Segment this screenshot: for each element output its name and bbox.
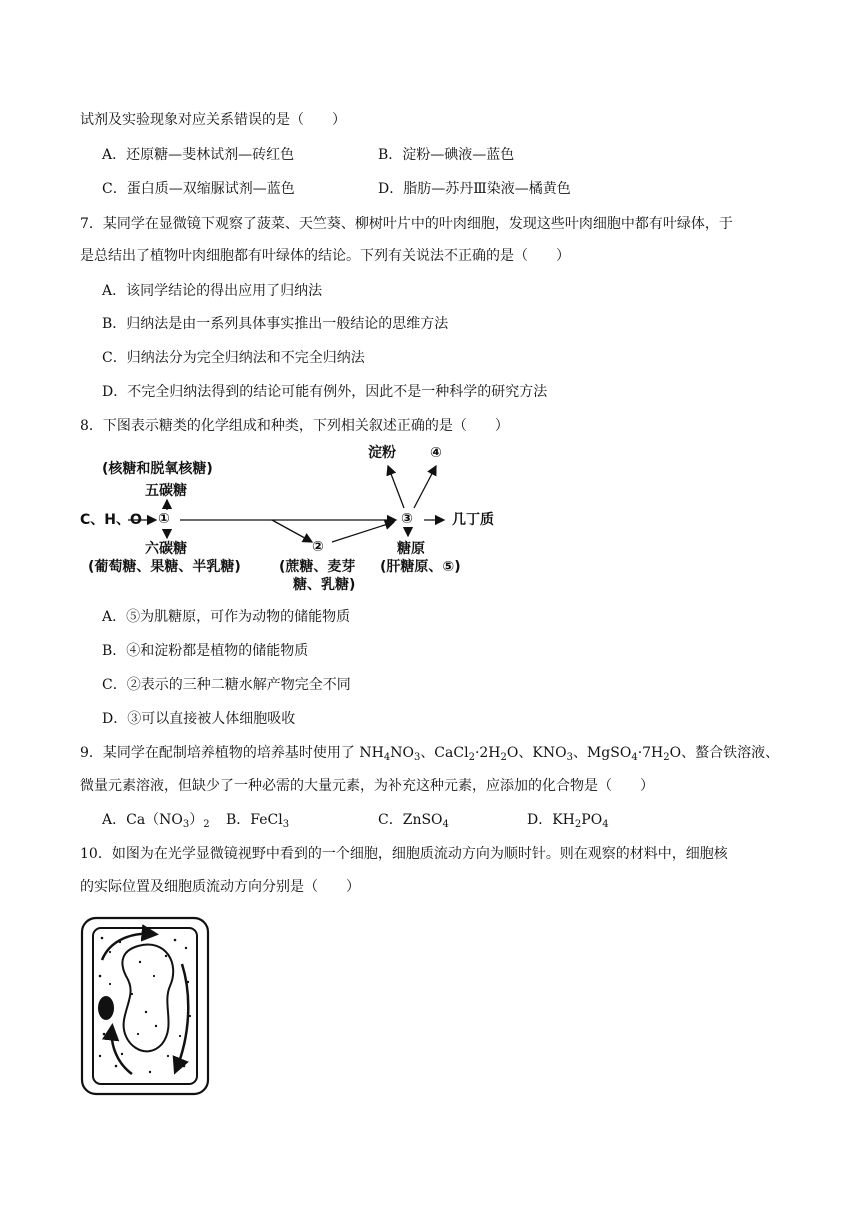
q9-option-c[interactable]: C．ZnSO$_4$: [378, 812, 449, 830]
diagram-node-monosaccharides: (葡萄糖、果糖、半乳糖): [88, 559, 241, 575]
q8-option-c[interactable]: C．②表示的三种二糖水解产物完全不同: [102, 677, 351, 693]
q7-stem-line1: 7．某同学在显微镜下观察了菠菜、天竺葵、柳树叶片中的叶肉细胞，发现这些叶肉细胞中都有叶绿体，于: [80, 216, 733, 232]
q9-stem-line1: 9．某同学在配制培养植物的培养基时使用了 $NH_4NO_3$、$CaCl_2\cdot 2H_2O$、$KNO_3$、$MgSO_4\cdot 7H_2O$、螯合铁溶液、: [80, 745, 780, 763]
arrow-2-to-3: [332, 522, 394, 542]
diagram-node-ribose: (核糖和脱氧核糖): [102, 461, 213, 477]
q7-option-b[interactable]: B．归纳法是由一系列具体事实推出一般结论的思维方法: [102, 316, 449, 332]
flow-arrow-top: [102, 934, 154, 960]
diagram-node-glycogen: 糖原: [397, 541, 425, 557]
diagram-node-chitin: 几丁质: [452, 512, 494, 528]
arrow-3-to-4: [414, 466, 436, 508]
carbohydrate-diagram-arrows: [76, 438, 516, 578]
diagram-node-disaccharides-2: 糖、乳糖): [293, 577, 356, 593]
q6-option-d[interactable]: D．脂肪—苏丹Ⅲ染液—橘黄色: [378, 181, 571, 197]
q6-stem: 试剂及实验现象对应关系错误的是（ ）: [80, 112, 346, 128]
diagram-node-4: ④: [430, 445, 442, 461]
diagram-node-starch: 淀粉: [368, 445, 396, 461]
arrow-3-to-starch: [388, 466, 404, 508]
diagram-node-hexose: 六碳糖: [145, 541, 187, 557]
q10-stem-line2: 的实际位置及细胞质流动方向分别是（ ）: [80, 879, 360, 895]
flow-arrow-left: [112, 1028, 132, 1074]
q7-option-d[interactable]: D．不完全归纳法得到的结论可能有例外，因此不是一种科学的研究方法: [102, 384, 548, 400]
q9-option-d[interactable]: D．$KH_2PO_4$: [527, 812, 609, 830]
q6-option-c[interactable]: C．蛋白质—双缩脲试剂—蓝色: [102, 181, 295, 197]
q7-option-a[interactable]: A．该同学结论的得出应用了归纳法: [102, 283, 323, 299]
q8-stem: 8．下图表示糖类的化学组成和种类，下列相关叙述正确的是（ ）: [80, 418, 509, 434]
q8-option-d[interactable]: D．③可以直接被人体细胞吸收: [102, 711, 296, 727]
cell-microscope-figure: [80, 916, 210, 1096]
arrow-to-2: [272, 520, 312, 542]
q9-stem-line2: 微量元素溶液，但缺少了一种必需的大量元素，为补充这种元素，应添加的化合物是（ ）: [80, 778, 654, 794]
diagram-node-3: ③: [401, 511, 413, 527]
diagram-node-disaccharides-1: (蔗糖、麦芽: [279, 559, 356, 575]
q6-option-b[interactable]: B．淀粉—碘液—蓝色: [378, 147, 515, 163]
nucleus: [98, 996, 114, 1020]
q9-option-b[interactable]: B．FeCl$_3$: [226, 812, 290, 830]
q8-option-a[interactable]: A．⑤为肌糖原，可作为动物的储能物质: [102, 609, 351, 625]
diagram-node-glycogen-kinds: (肝糖原、⑤): [380, 559, 461, 575]
q7-option-c[interactable]: C．归纳法分为完全归纳法和不完全归纳法: [102, 350, 365, 366]
diagram-node-2: ②: [312, 539, 324, 555]
diagram-node-1: ①: [158, 511, 170, 527]
q9-option-a[interactable]: A．$Ca(NO_3)_2$: [102, 812, 210, 830]
q8-option-b[interactable]: B．④和淀粉都是植物的储能物质: [102, 643, 309, 659]
q6-option-a[interactable]: A．还原糖—斐林试剂—砖红色: [102, 147, 295, 163]
q7-stem-line2: 是总结出了植物叶肉细胞都有叶绿体的结论。下列有关说法不正确的是（ ）: [80, 248, 570, 264]
vacuole: [122, 945, 173, 1052]
q10-stem-line1: 10．如图为在光学显微镜视野中看到的一个细胞，细胞质流动方向为顺时针。则在观察的材料中，细胞核: [80, 846, 728, 862]
diagram-node-pentose: 五碳糖: [145, 483, 187, 499]
diagram-node-cho: C、H、O: [80, 512, 142, 528]
flow-arrow-right: [176, 964, 188, 1070]
